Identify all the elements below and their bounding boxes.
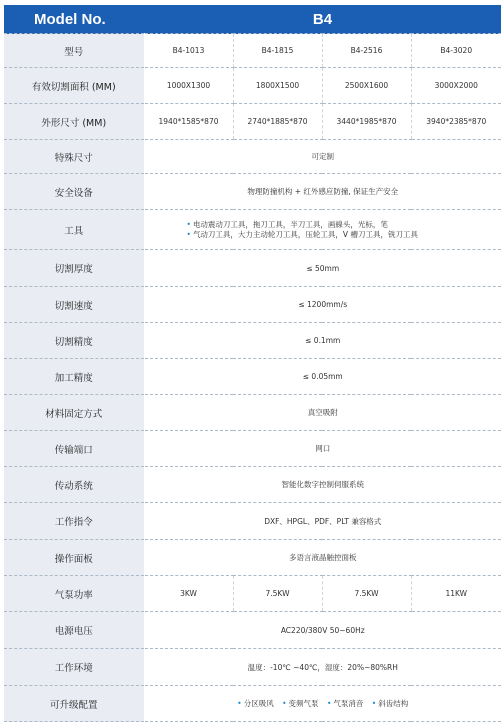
cell-value: 可定制 [144,140,501,174]
row-upgrade-options [4,686,501,722]
row-label: 工作环境 [4,649,144,686]
tools-line-text: 电动震动刀工具，拖刀工具，半刀工具，画線头，光标，笔 [192,219,388,229]
bullet-icon: • [326,699,332,708]
row-label: 工具 [4,210,144,250]
cell-value: 3940*2385*870 [411,104,501,140]
row-tools [4,210,501,250]
cell-value: 1800X1500 [233,68,322,104]
row-label: 工作指令 [4,503,144,540]
row-label: 切割速度 [4,287,144,323]
row-transfer-port [4,431,501,467]
row-label: 气泵功率 [4,576,144,612]
cell-value: B4-1815 [233,34,322,68]
option-item [372,699,408,708]
row-label: 切割精度 [4,323,144,359]
cell-value: 3000X2000 [411,68,501,104]
row-label: 特殊尺寸 [4,140,144,174]
row-dimensions [4,104,501,140]
cell-value: 1000X1300 [144,68,233,104]
bullet-icon: • [186,229,191,239]
header-model-label: Model No. [4,5,144,34]
cell-value: 温度：-10℃ ~40℃，湿度：20%~80%RH [144,649,501,686]
row-label: 切割厚度 [4,250,144,287]
row-model [4,34,501,68]
row-label: 操作面板 [4,540,144,576]
row-work-commands [4,503,501,540]
option-text: 分区吸风 [243,699,274,708]
row-cut-thickness [4,250,501,287]
option-text: 变频气泵 [288,699,319,708]
cell-value: B4-3020 [411,34,501,68]
cell-value: 多语言液晶触控面板 [144,540,501,576]
tools-line [187,230,502,240]
option-item [327,699,363,708]
header-row [4,5,501,34]
row-work-environment [4,649,501,686]
row-cut-speed [4,287,501,323]
row-drive-system [4,467,501,503]
row-label: 传动系统 [4,467,144,503]
row-label: 材料固定方式 [4,395,144,431]
row-label: 有效切割面积 (MM) [4,68,144,104]
row-cutting-area [4,68,501,104]
tools-line [187,220,502,230]
row-power-voltage [4,612,501,649]
cell-value: 3KW [144,576,233,612]
row-label: 传输端口 [4,431,144,467]
row-process-precision [4,359,501,395]
row-label: 电源电压 [4,612,144,649]
cell-value: AC220/380V 50~60Hz [144,612,501,649]
upgrade-options-cell [144,686,501,722]
bullet-icon: • [371,699,377,708]
cell-value: 1940*1585*870 [144,104,233,140]
cell-value: 智能化数字控制伺服系统 [144,467,501,503]
cell-value: 7.5KW [322,576,411,612]
cell-value: 7.5KW [233,576,322,612]
spec-table [4,5,501,722]
option-item [237,699,273,708]
row-safety [4,174,501,210]
row-label: 加工精度 [4,359,144,395]
row-label: 型号 [4,34,144,68]
cell-value: ≤ 0.05mm [144,359,501,395]
bullet-icon: • [186,219,191,229]
header-series: B4 [144,5,501,34]
row-special-size [4,140,501,174]
row-cut-precision [4,323,501,359]
bullet-icon: • [237,699,242,708]
cell-value: 11KW [411,576,501,612]
option-item [282,699,318,708]
cell-value: 网口 [144,431,501,467]
cell-value: ≤ 50mm [144,250,501,287]
row-label: 外形尺寸 (MM) [4,104,144,140]
cell-value: 2500X1600 [322,68,411,104]
row-pump-power [4,576,501,612]
option-text: 斜齿结构 [378,699,409,708]
cell-value: ≤ 1200mm/s [144,287,501,323]
cell-value: 3440*1985*870 [322,104,411,140]
row-label: 可升级配置 [4,686,144,722]
cell-value: 2740*1885*870 [233,104,322,140]
cell-value: B4-1013 [144,34,233,68]
cell-value: 物理防撞机构 + 红外感应防撞, 保证生产安全 [144,174,501,210]
tools-cell [144,210,501,250]
row-control-panel [4,540,501,576]
row-label: 安全设备 [4,174,144,210]
cell-value: ≤ 0.1mm [144,323,501,359]
bullet-icon: • [282,699,287,708]
cell-value: 真空吸附 [144,395,501,431]
row-material-fixing [4,395,501,431]
cell-value: DXF、HPGL、PDF、PLT 兼容格式 [144,503,501,540]
option-text: 气泵消音 [333,699,364,708]
cell-value: B4-2516 [322,34,411,68]
tools-line-text: 气动刀工具，大力主动轮刀工具，压轮工具，V 槽刀工具，铣刀工具 [192,229,418,239]
